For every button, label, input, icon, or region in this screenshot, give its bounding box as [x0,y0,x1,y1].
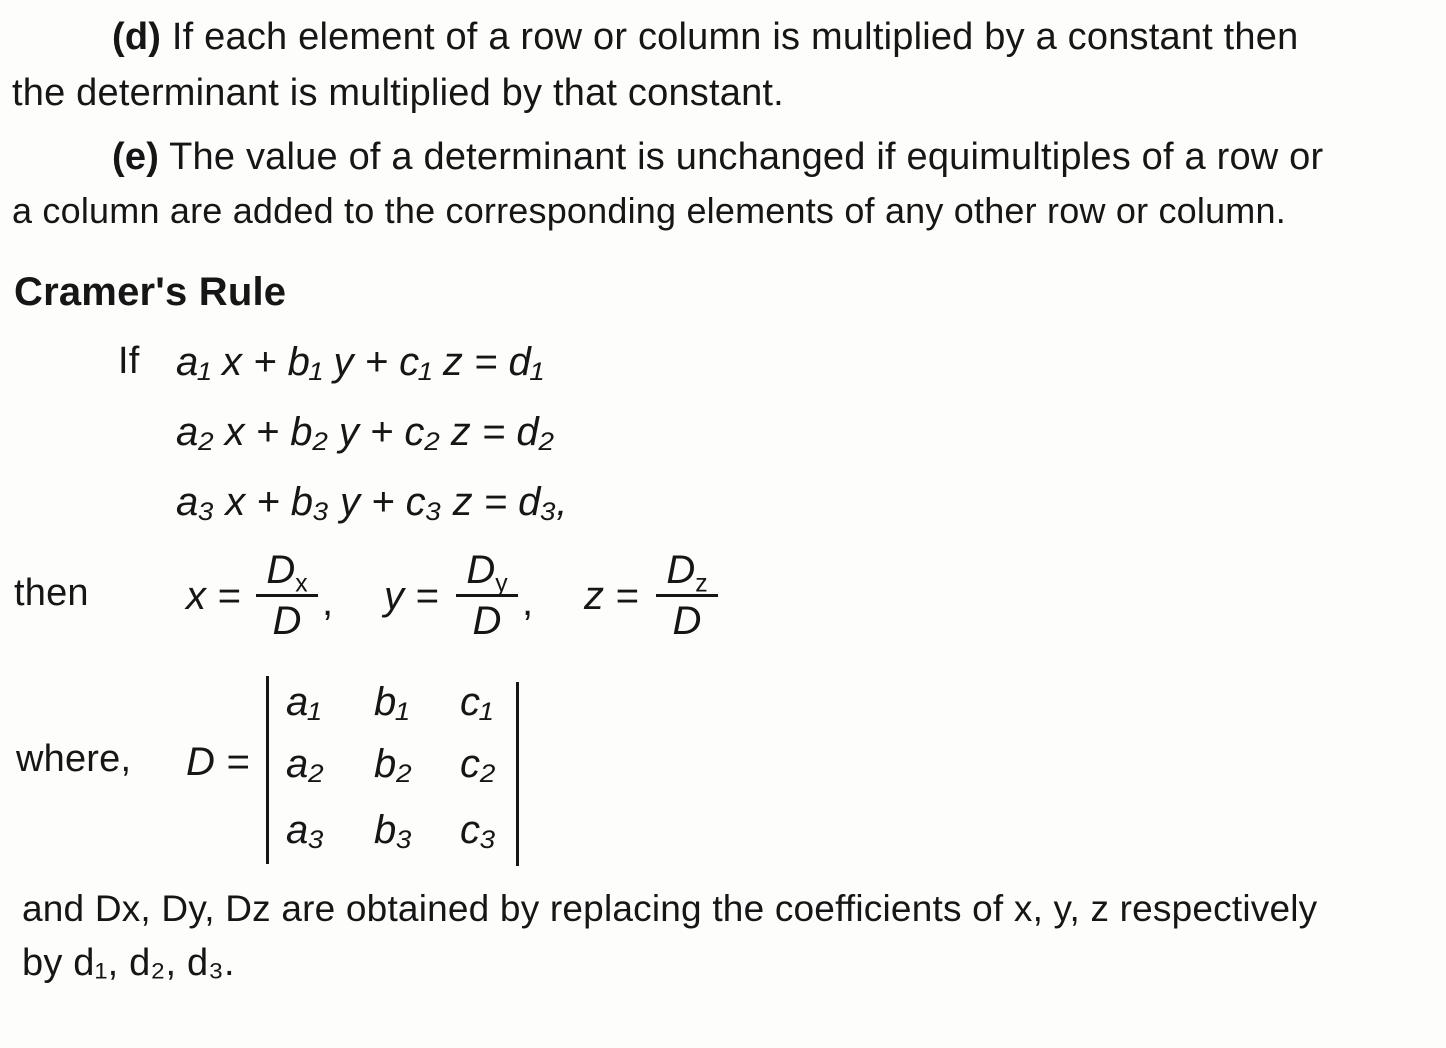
property-d-text: If each element of a row or column is multiplied by a constant then [171,16,1299,58]
matrix-cell-b2: b₂ [374,742,412,786]
section-heading: Cramer's Rule [14,270,287,314]
z-fraction-bar [656,594,718,597]
property-d-line1 [112,16,1298,59]
property-d-label: (d) [112,16,162,58]
x-lhs: x = [186,574,241,618]
z-numerator: $D_z$ [666,548,708,598]
determinant-lhs: D = [186,740,250,784]
determinant-right-bar [516,682,519,866]
y-fraction [456,548,518,643]
closing-line2: by d₁, d₂, d₃. [22,942,235,984]
matrix-cell-c1: c₁ [460,680,493,724]
x-numerator: $D_x$ [266,548,308,598]
property-e-label: (e) [112,136,160,178]
equation-3: a₃ x + b₃ y + c₃ z = d₃, [176,480,568,524]
matrix-cell-c2: c₂ [460,742,496,786]
property-e-text: The value of a determinant is unchanged if equimultiples of a row or [169,136,1324,178]
y-separator: , [522,580,534,624]
y-lhs: y = [384,574,439,618]
y-fraction-bar [456,594,518,597]
z-denominator: D [672,599,702,643]
then-word: then [14,572,89,614]
property-e-line2: a column are added to the corresponding elements of any other row or column. [12,190,1286,231]
matrix-cell-a2: a₂ [286,742,324,786]
where-word: where, [16,738,132,780]
matrix-cell-c3: c₃ [460,808,496,852]
property-d-line2: the determinant is multiplied by that constant. [12,72,784,114]
if-word: If [118,340,140,382]
x-separator: , [322,580,334,624]
matrix-cell-a1: a₁ [286,680,321,724]
matrix-cell-b3: b₃ [374,808,413,852]
equation-2: a₂ x + b₂ y + c₂ z = d₂ [176,410,554,454]
x-denominator: D [272,599,302,643]
y-denominator: D [472,599,502,643]
determinant-left-bar [266,676,269,864]
x-fraction [256,548,318,643]
z-fraction [656,548,718,643]
y-numerator: $D_y$ [466,548,508,598]
z-lhs: z = [584,574,639,618]
matrix-cell-b1: b₁ [374,680,409,724]
matrix-cell-a3: a₃ [286,808,325,852]
x-fraction-bar [256,594,318,597]
equation-1: a₁ x + b₁ y + c₁ z = d₁ [176,340,544,384]
closing-line1: and Dx, Dy, Dz are obtained by replacing the coefficients of x, y, z respectively [22,888,1318,929]
property-e-line1 [112,136,1323,179]
